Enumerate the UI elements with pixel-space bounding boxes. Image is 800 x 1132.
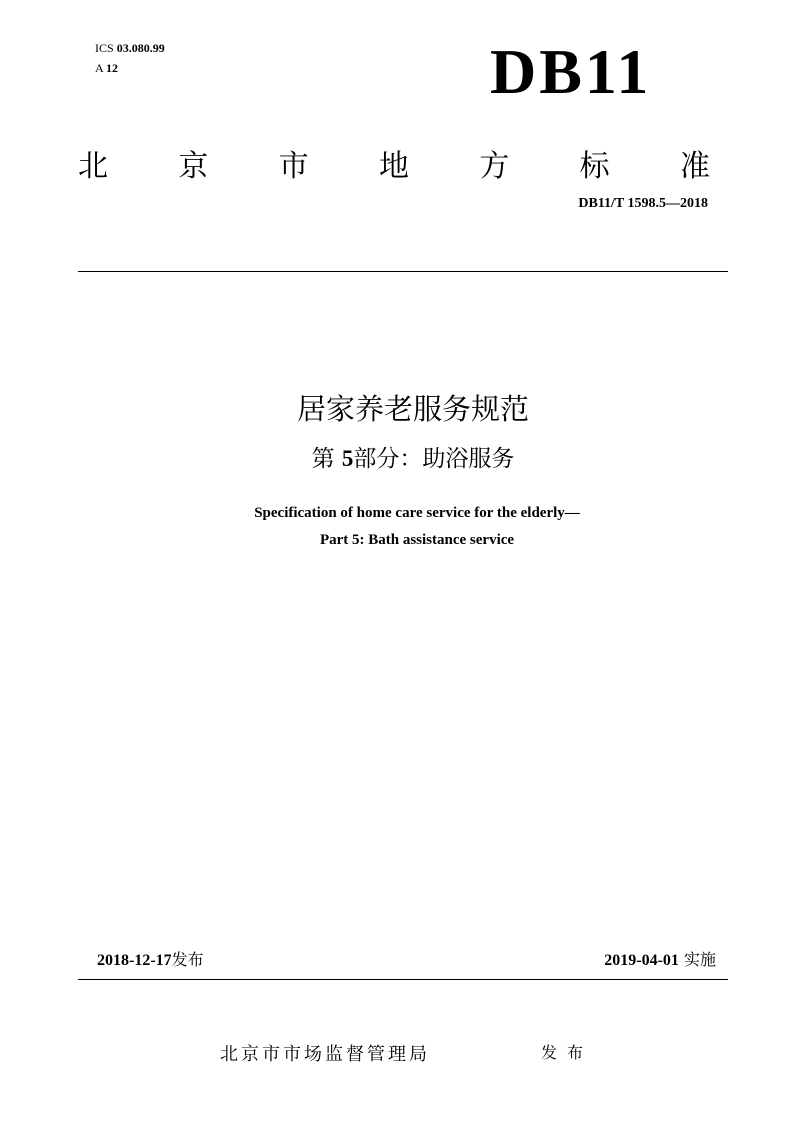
standard-number: DB11/T 1598.5—2018 <box>578 196 708 211</box>
chinese-title: 居家养老服务规范 <box>296 392 529 426</box>
implementation-date: 2019-04-01 <box>604 952 679 969</box>
classification-label: A <box>95 61 104 75</box>
english-title: Specification of home care service for the elderly— <box>254 505 580 521</box>
issue-date: 2018-12-17 <box>97 952 172 969</box>
standard-type-title <box>78 149 710 184</box>
subtitle-suffix: 部分：助浴服务 <box>353 446 515 472</box>
ics-line <box>95 41 165 56</box>
classification-code: 12 <box>106 61 119 75</box>
classification-line <box>95 61 118 76</box>
implementation-date-line <box>604 947 716 970</box>
standard-type-char: 标 <box>579 149 610 184</box>
standard-type-char: 北 <box>78 149 108 184</box>
subtitle-prefix: 第 <box>311 446 335 472</box>
ics-code: 03.080.99 <box>116 41 165 55</box>
ics-label: ICS <box>95 41 114 55</box>
standard-type-char: 京 <box>178 149 209 184</box>
part-number: 5 <box>341 446 354 471</box>
standard-type-char: 准 <box>679 149 710 184</box>
standard-type-char: 地 <box>378 149 409 184</box>
issue-label: 发布 <box>171 950 204 969</box>
publisher-name: 北京市市场监督管理局 <box>220 1044 430 1065</box>
chinese-subtitle <box>0 440 800 473</box>
standard-type-char: 方 <box>479 149 510 184</box>
top-divider <box>78 271 728 272</box>
publish-label: 发布 <box>541 1043 594 1062</box>
bottom-divider <box>78 979 728 980</box>
implementation-label: 实施 <box>683 950 716 969</box>
standard-type-char: 市 <box>278 149 309 184</box>
issue-date-line <box>97 947 204 970</box>
db11-logo: DB11 <box>490 36 652 107</box>
english-subtitle: Part 5: Bath assistance service <box>319 532 515 548</box>
